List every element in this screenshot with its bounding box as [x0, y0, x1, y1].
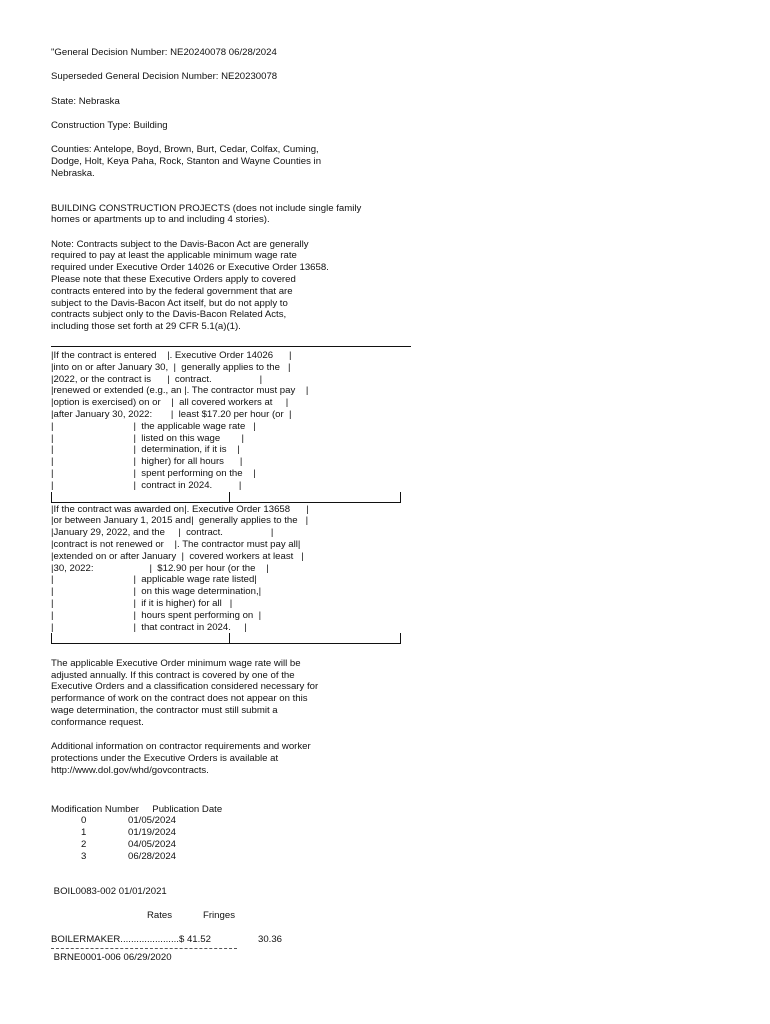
note-line: Please note that these Executive Orders apply to covered	[51, 274, 296, 286]
construction-type: Construction Type: Building	[51, 119, 168, 131]
table-bottom-rule-row	[51, 633, 471, 645]
table-line: | | contract in 2024. |	[51, 479, 242, 491]
counties-line: Counties: Antelope, Boyd, Brown, Burt, Cedar, Colfax, Cuming,	[51, 144, 319, 156]
table-line: |renewed or extended (e.g., an |. The contractor must pay |	[51, 385, 309, 397]
table-divider	[229, 633, 230, 644]
project-line: homes or apartments up to and including 4 stories).	[51, 214, 270, 226]
table-line: | | on this wage determination,|	[51, 586, 262, 598]
note-paragraph	[51, 239, 471, 333]
eo-13658-block	[51, 504, 471, 634]
eo-14026-block	[51, 350, 471, 492]
publication-date: 01/19/2024	[128, 827, 177, 839]
adjusted-paragraph	[51, 658, 471, 729]
next-code: BRNE0001-006 06/29/2020	[51, 952, 172, 964]
boilermaker-code: BOIL0083-002 01/01/2021	[51, 885, 167, 897]
adjusted-line: The applicable Executive Order minimum wage rate will be	[51, 657, 301, 669]
modification-number: 0	[81, 815, 87, 827]
table-line: |into on or after January 30, | generally applies to the |	[51, 361, 291, 373]
counties-line: Nebraska.	[51, 167, 95, 179]
adjusted-line: conformance request.	[51, 716, 144, 728]
fringe-value: 30.36	[258, 934, 283, 946]
table-line: |January 29, 2022, and the | contract. |	[51, 527, 274, 539]
table-line: |after January 30, 2022: | least $17.20 per hour (or |	[51, 409, 292, 421]
table-line: | | spent performing on the |	[51, 468, 256, 480]
note-line: contracts subject only to the Davis-Bacon Related Acts,	[51, 309, 287, 321]
rates-label: Rates	[147, 909, 173, 921]
table-line: | | higher) for all hours |	[51, 456, 243, 468]
superseded-number: Superseded General Decision Number: NE20230078	[51, 71, 278, 83]
table-line: | | applicable wage rate listed|	[51, 574, 257, 586]
modification-number: 3	[81, 850, 87, 862]
table-line: |extended on or after January | covered workers at least |	[51, 550, 304, 562]
table-line: | | listed on this wage |	[51, 432, 245, 444]
table-line: | | if it is higher) for all |	[51, 597, 233, 609]
note-line: required to pay at least the applicable minimum wage rate	[51, 250, 297, 262]
table-line: |If the contract is entered |. Executive Order 14026 |	[51, 350, 292, 362]
modification-table	[51, 804, 471, 863]
modification-number: 2	[81, 838, 87, 850]
adjusted-line: performance of work on the contract does not appear on this	[51, 693, 308, 705]
adjusted-line: adjusted annually. If this contract is covered by one of the	[51, 669, 295, 681]
table-bottom-rule	[51, 643, 401, 644]
fringes-label: Fringes	[203, 909, 235, 921]
table-mid-rule-row	[51, 492, 471, 504]
state: State: Nebraska	[51, 95, 120, 107]
table-line: | | determination, if it is |	[51, 444, 240, 456]
dashed-separator	[51, 948, 237, 950]
table-line: |option is exercised) on or | all covered workers at |	[51, 397, 289, 409]
table-left-edge	[51, 492, 52, 503]
table-right-edge	[400, 633, 401, 644]
counties	[51, 144, 471, 179]
note-line: required under Executive Order 14026 or Executive Order 13658.	[51, 262, 329, 274]
modification-header: Modification Number Publication Date	[51, 803, 223, 815]
wage-determination-text	[51, 47, 471, 964]
publication-date: 04/05/2024	[128, 838, 177, 850]
table-row	[51, 815, 471, 827]
additional-line: Additional information on contractor requirements and worker	[51, 741, 311, 753]
table-line: |If the contract was awarded on|. Executive Order 13658 |	[51, 503, 309, 515]
table-left-edge	[51, 633, 52, 644]
table-line: | | the applicable wage rate |	[51, 420, 256, 432]
publication-date: 06/28/2024	[128, 850, 177, 862]
note-line: including those set forth at 29 CFR 5.1(a)(1).	[51, 321, 241, 333]
table-row	[51, 827, 471, 839]
counties-line: Dodge, Holt, Keya Paha, Rock, Stanton and Wayne Counties in	[51, 155, 322, 167]
note-line: contracts entered into by the federal government that are	[51, 285, 293, 297]
table-line: | | hours spent performing on |	[51, 609, 262, 621]
executive-order-table	[51, 338, 471, 645]
table-line: | | that contract in 2024. |	[51, 621, 247, 633]
trade-rate: BOILERMAKER......................$ 41.52	[51, 934, 211, 946]
project-description	[51, 203, 471, 227]
rates-header	[51, 910, 471, 922]
modification-number: 1	[81, 827, 87, 839]
table-row	[51, 851, 471, 863]
publication-date: 01/05/2024	[128, 815, 177, 827]
table-divider	[229, 492, 230, 503]
additional-line: protections under the Executive Orders is available at	[51, 752, 279, 764]
project-line: BUILDING CONSTRUCTION PROJECTS (does not include single family	[51, 202, 362, 214]
adjusted-line: Executive Orders and a classification considered necessary for	[51, 681, 319, 693]
note-line: Note: Contracts subject to the Davis-Bacon Act are generally	[51, 238, 309, 250]
decision-number: "General Decision Number: NE20240078 06/28/2024	[51, 47, 277, 58]
additional-info-paragraph	[51, 741, 471, 776]
additional-line: http://www.dol.gov/whd/govcontracts.	[51, 764, 209, 776]
table-line: |contract is not renewed or |. The contractor must pay all|	[51, 539, 301, 550]
table-mid-rule	[51, 502, 401, 503]
adjusted-line: wage determination, the contractor must still submit a	[51, 705, 278, 717]
rate-row	[51, 934, 471, 946]
table-right-edge	[400, 492, 401, 503]
table-row	[51, 839, 471, 851]
table-top-rule	[51, 346, 411, 347]
note-line: subject to the Davis-Bacon Act itself, but do not apply to	[51, 297, 288, 309]
table-line: |30, 2022: | $12.90 per hour (or the |	[51, 562, 269, 574]
table-line: |2022, or the contract is | contract. |	[51, 373, 263, 385]
table-line: |or between January 1, 2015 and| generally applies to the |	[51, 515, 309, 527]
